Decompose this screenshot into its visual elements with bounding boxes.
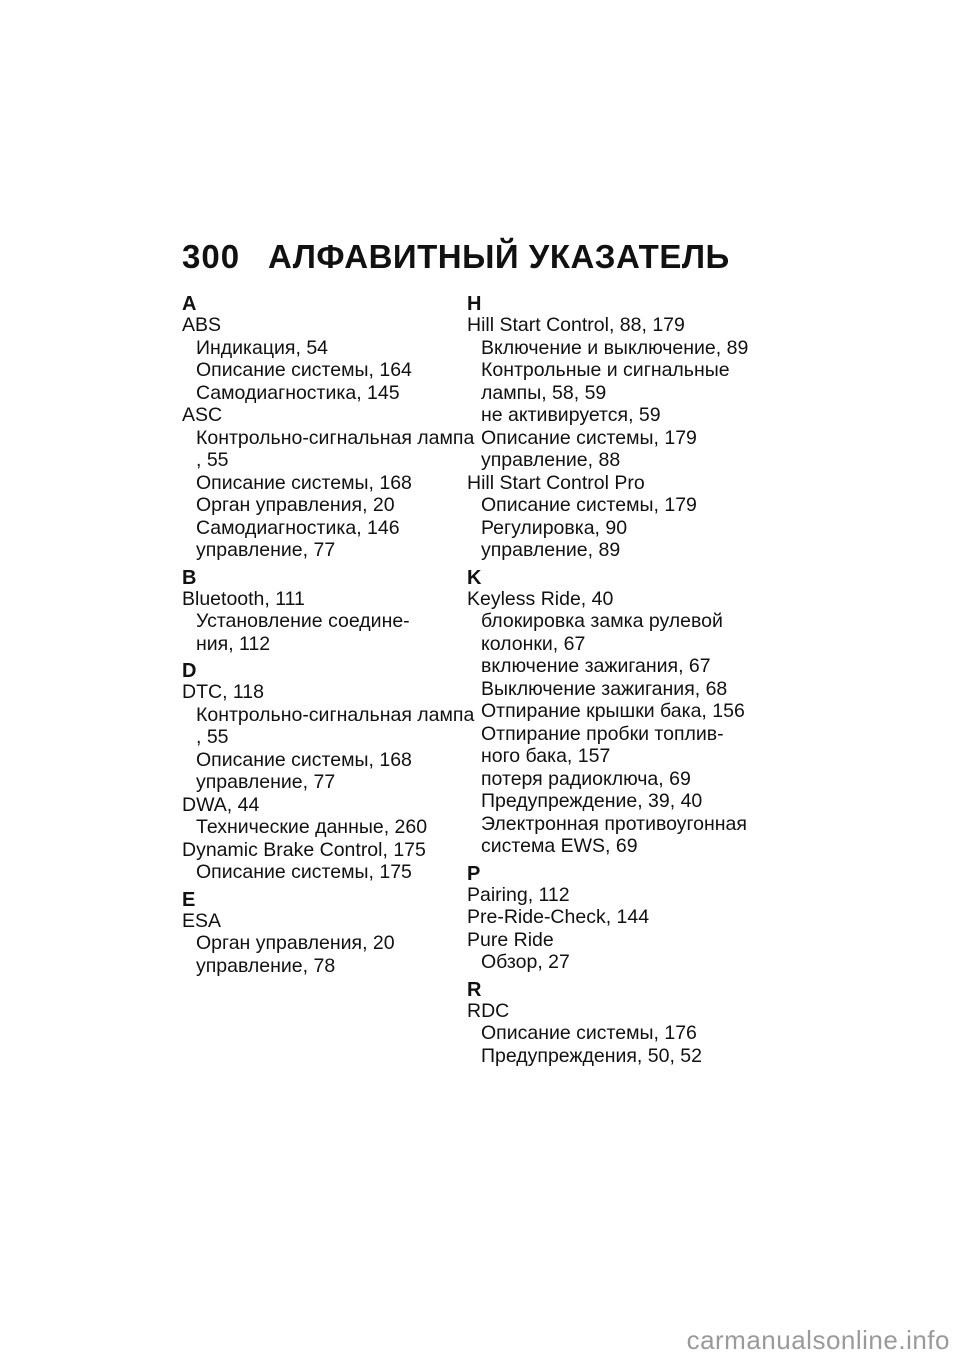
sub-entry: управление, 77	[196, 771, 336, 793]
sub-entry: управление, 88	[481, 449, 621, 471]
sub-entry: Индикация, 54	[196, 336, 329, 359]
entry-term: Hill Start Control, 88, 179	[467, 314, 685, 336]
sub-entry: Описание системы, 179	[481, 494, 697, 516]
index-entry	[467, 1000, 757, 1068]
index-entry	[182, 839, 467, 884]
sub-entry: Предупреждения, 50, 52	[481, 1044, 702, 1067]
index-section	[467, 568, 757, 858]
sub-entry: Самодиагностика, 146	[196, 516, 400, 539]
sub-entry: Электронная противоугонная	[481, 812, 747, 835]
sub-entry: Регулировка, 90	[481, 516, 628, 539]
entry-term: ABS	[182, 314, 222, 336]
entry-term: DTC, 118	[182, 681, 264, 703]
sub-entry: Описание системы, 168	[196, 748, 412, 771]
entry-term: Keyless Ride, 40	[467, 587, 614, 610]
sub-entry: управление, 78	[196, 954, 336, 977]
sub-entry: Контрольно-сигнальная лампа	[196, 703, 475, 726]
sub-entry: Установление соедине-	[196, 610, 410, 632]
index-section	[182, 890, 467, 978]
entry-term: Dynamic Brake Control, 175	[182, 838, 426, 861]
sub-entry: Самодиагностика, 145	[196, 381, 400, 404]
index-entry	[467, 929, 757, 974]
entry-term: Pre-Ride-Check, 144	[467, 906, 650, 928]
entry-term: ASC	[182, 404, 223, 426]
sub-entry: Отпирание крышки бака, 156	[481, 700, 745, 722]
sub-entry: Обзор, 27	[481, 951, 570, 973]
sub-entry: Предупреждение, 39, 40	[481, 790, 703, 812]
sub-entry: Описание системы, 175	[196, 861, 412, 883]
sub-entry: система EWS, 69	[481, 835, 638, 857]
index-entry	[182, 910, 467, 978]
index-entry	[182, 404, 475, 562]
index-entry	[182, 588, 467, 656]
sub-entry: блокировка замка рулевой	[481, 610, 723, 632]
sub-entry: Включение и выключение, 89	[481, 336, 749, 359]
sub-entry: Описание системы, 164	[196, 359, 412, 381]
entry-term: Pairing, 112	[467, 883, 570, 906]
page-number: 300	[182, 238, 241, 275]
sub-entry: Технические данные, 260	[196, 816, 428, 838]
index-entry	[467, 314, 757, 472]
sub-entry: Орган управления, 20	[196, 494, 395, 516]
sub-entry: Контрольно-сигнальная лампа	[196, 426, 475, 449]
index-entry	[182, 794, 467, 839]
index-entry	[182, 681, 475, 794]
sub-entry: управление, 89	[481, 539, 621, 561]
sub-entry: , 55	[196, 449, 229, 471]
section-letter: P	[467, 862, 481, 885]
sub-entry: колонки, 67	[481, 632, 586, 655]
watermark: carmanualsonline.info	[686, 1325, 950, 1355]
sub-entry: Орган управления, 20	[196, 932, 395, 954]
index-entry	[467, 906, 757, 929]
section-letter: H	[467, 293, 482, 315]
index-section	[182, 568, 467, 656]
section-letter: K	[467, 566, 482, 589]
index-section	[182, 293, 475, 562]
index-entry	[467, 884, 757, 907]
section-letter: R	[467, 978, 482, 1001]
index-section	[467, 864, 757, 974]
sub-entry: лампы, 58, 59	[481, 381, 607, 404]
index-entry	[467, 472, 757, 562]
sub-entry: ного бака, 157	[481, 745, 611, 767]
sub-entry: Контрольные и сигнальные	[481, 359, 730, 381]
index-column-left	[182, 293, 475, 983]
index-entry	[182, 314, 467, 404]
index-section	[182, 660, 475, 884]
sub-entry: Описание системы, 176	[481, 1022, 697, 1044]
sub-entry: не активируется, 59	[481, 404, 661, 426]
sub-entry: управление, 77	[196, 539, 336, 561]
entry-term: Bluetooth, 111	[182, 587, 305, 610]
entry-term: Pure Ride	[467, 928, 554, 951]
index-column-right	[467, 294, 757, 1073]
sub-entry: Описание системы, 168	[196, 471, 412, 494]
sub-entry: Отпирание пробки топлив-	[481, 722, 724, 745]
page-title: АЛФАВИТНЫЙ УКАЗАТЕЛЬ	[268, 238, 730, 275]
entry-term: ESA	[182, 909, 222, 932]
section-letter: A	[182, 293, 197, 315]
sub-entry: Выключение зажигания, 68	[481, 677, 728, 700]
page-header	[182, 238, 730, 276]
section-letter: B	[182, 566, 197, 589]
index-section	[467, 294, 757, 562]
section-letter: E	[182, 888, 196, 911]
sub-entry: , 55	[196, 726, 229, 748]
section-letter: D	[182, 660, 197, 682]
sub-entry: Описание системы, 179	[481, 426, 697, 449]
entry-term: DWA, 44	[182, 793, 260, 816]
entry-term: Hill Start Control Pro	[467, 471, 645, 494]
sub-entry: включение зажигания, 67	[481, 655, 711, 677]
index-section	[467, 980, 757, 1068]
index-entry	[467, 588, 757, 858]
entry-term: RDC	[467, 999, 510, 1022]
sub-entry: ния, 112	[196, 632, 271, 655]
sub-entry: потеря радиоключа, 69	[481, 767, 691, 790]
